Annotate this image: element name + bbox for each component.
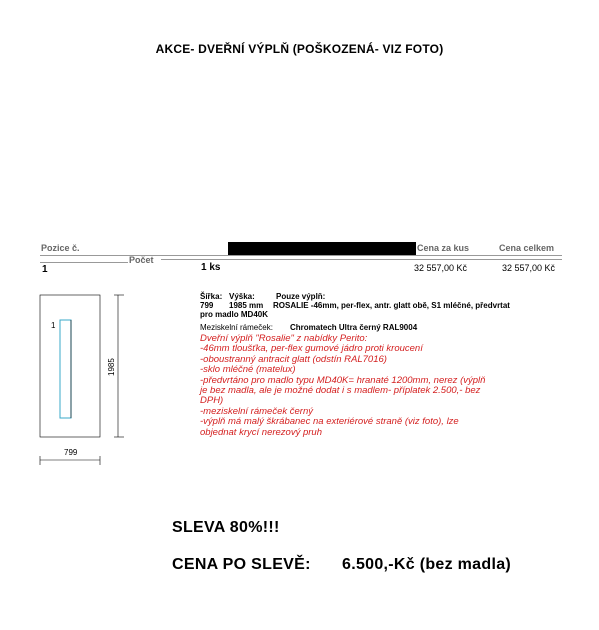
spec-fill-heading: Pouze výplň: xyxy=(276,292,326,301)
row-unit-price: 32 557,00 Kč xyxy=(414,263,468,273)
row-position: 1 xyxy=(42,264,48,275)
note-line: je bez madla, ale je možné dodat i s madlem- příplatek 2.500,- bez xyxy=(200,385,481,397)
note-line: -oboustranný antracit glatt (odstín RAL7016) xyxy=(200,353,387,365)
price-value: 6.500,-Kč (bez madla) xyxy=(342,556,512,573)
spec-width-heading: Šířka: xyxy=(200,292,223,301)
redaction-bar xyxy=(228,242,416,255)
row-rule xyxy=(161,259,562,260)
row-quantity: 1 ks xyxy=(201,262,221,273)
spec-frame-label: Meziskelní rámeček: xyxy=(200,323,273,332)
note-line: -předvrtáno pro madlo typu MD40K= hranaté 1200mm, nerez (výplň xyxy=(200,374,486,386)
price-label: CENA PO SLEVĚ: xyxy=(172,556,311,573)
spec-fill-value-cont: pro madlo MD40K xyxy=(200,310,269,319)
notes-block xyxy=(200,334,485,438)
note-line: -46mm tloušťka, per-flex gumové jádro proti kroucení xyxy=(200,343,423,355)
spec-fill-value: ROSALIE -46mm, per-flex, antr. glatt obě, S1 mléčné, předvrtat xyxy=(273,301,510,310)
position-underline xyxy=(40,262,128,263)
spec-height-value: 1985 mm xyxy=(229,301,264,310)
door-drawing xyxy=(30,290,140,470)
header-unit-price: Cena za kus xyxy=(417,243,470,253)
row-total-price: 32 557,00 Kč xyxy=(502,263,556,273)
door-outline xyxy=(40,295,100,437)
panel-number: 1 xyxy=(51,321,56,330)
note-line: -výplň má malý škrábanec na exteriérové straně (viz foto), lze xyxy=(200,416,459,428)
header-rule xyxy=(40,255,562,256)
header-total-price: Cena celkem xyxy=(499,243,555,253)
note-line: -sklo mléčné (matelux) xyxy=(200,364,296,376)
height-dimension-label: 1985 xyxy=(107,358,116,376)
note-line: DPH) xyxy=(200,395,224,407)
note-line: -meziskelní rámeček černý xyxy=(200,405,313,417)
spec-height-heading: Výška: xyxy=(229,292,255,301)
header-position: Pozice č. xyxy=(41,243,80,253)
spec-width-value: 799 xyxy=(200,301,214,310)
spec-frame-value: Chromatech Ultra černý RAL9004 xyxy=(290,323,418,332)
header-count: Počet xyxy=(129,255,154,265)
note-line: Dveřní výplň "Rosalie" z nabídky Perito: xyxy=(200,333,368,344)
note-line: objednat krycí nerezový pruh xyxy=(200,426,322,438)
width-dimension-label: 799 xyxy=(64,448,78,457)
discount-label: SLEVA 80%!!! xyxy=(172,519,280,536)
document-title: AKCE- DVEŘNÍ VÝPLŇ (POŠKOZENÁ- VIZ FOTO) xyxy=(155,42,444,56)
